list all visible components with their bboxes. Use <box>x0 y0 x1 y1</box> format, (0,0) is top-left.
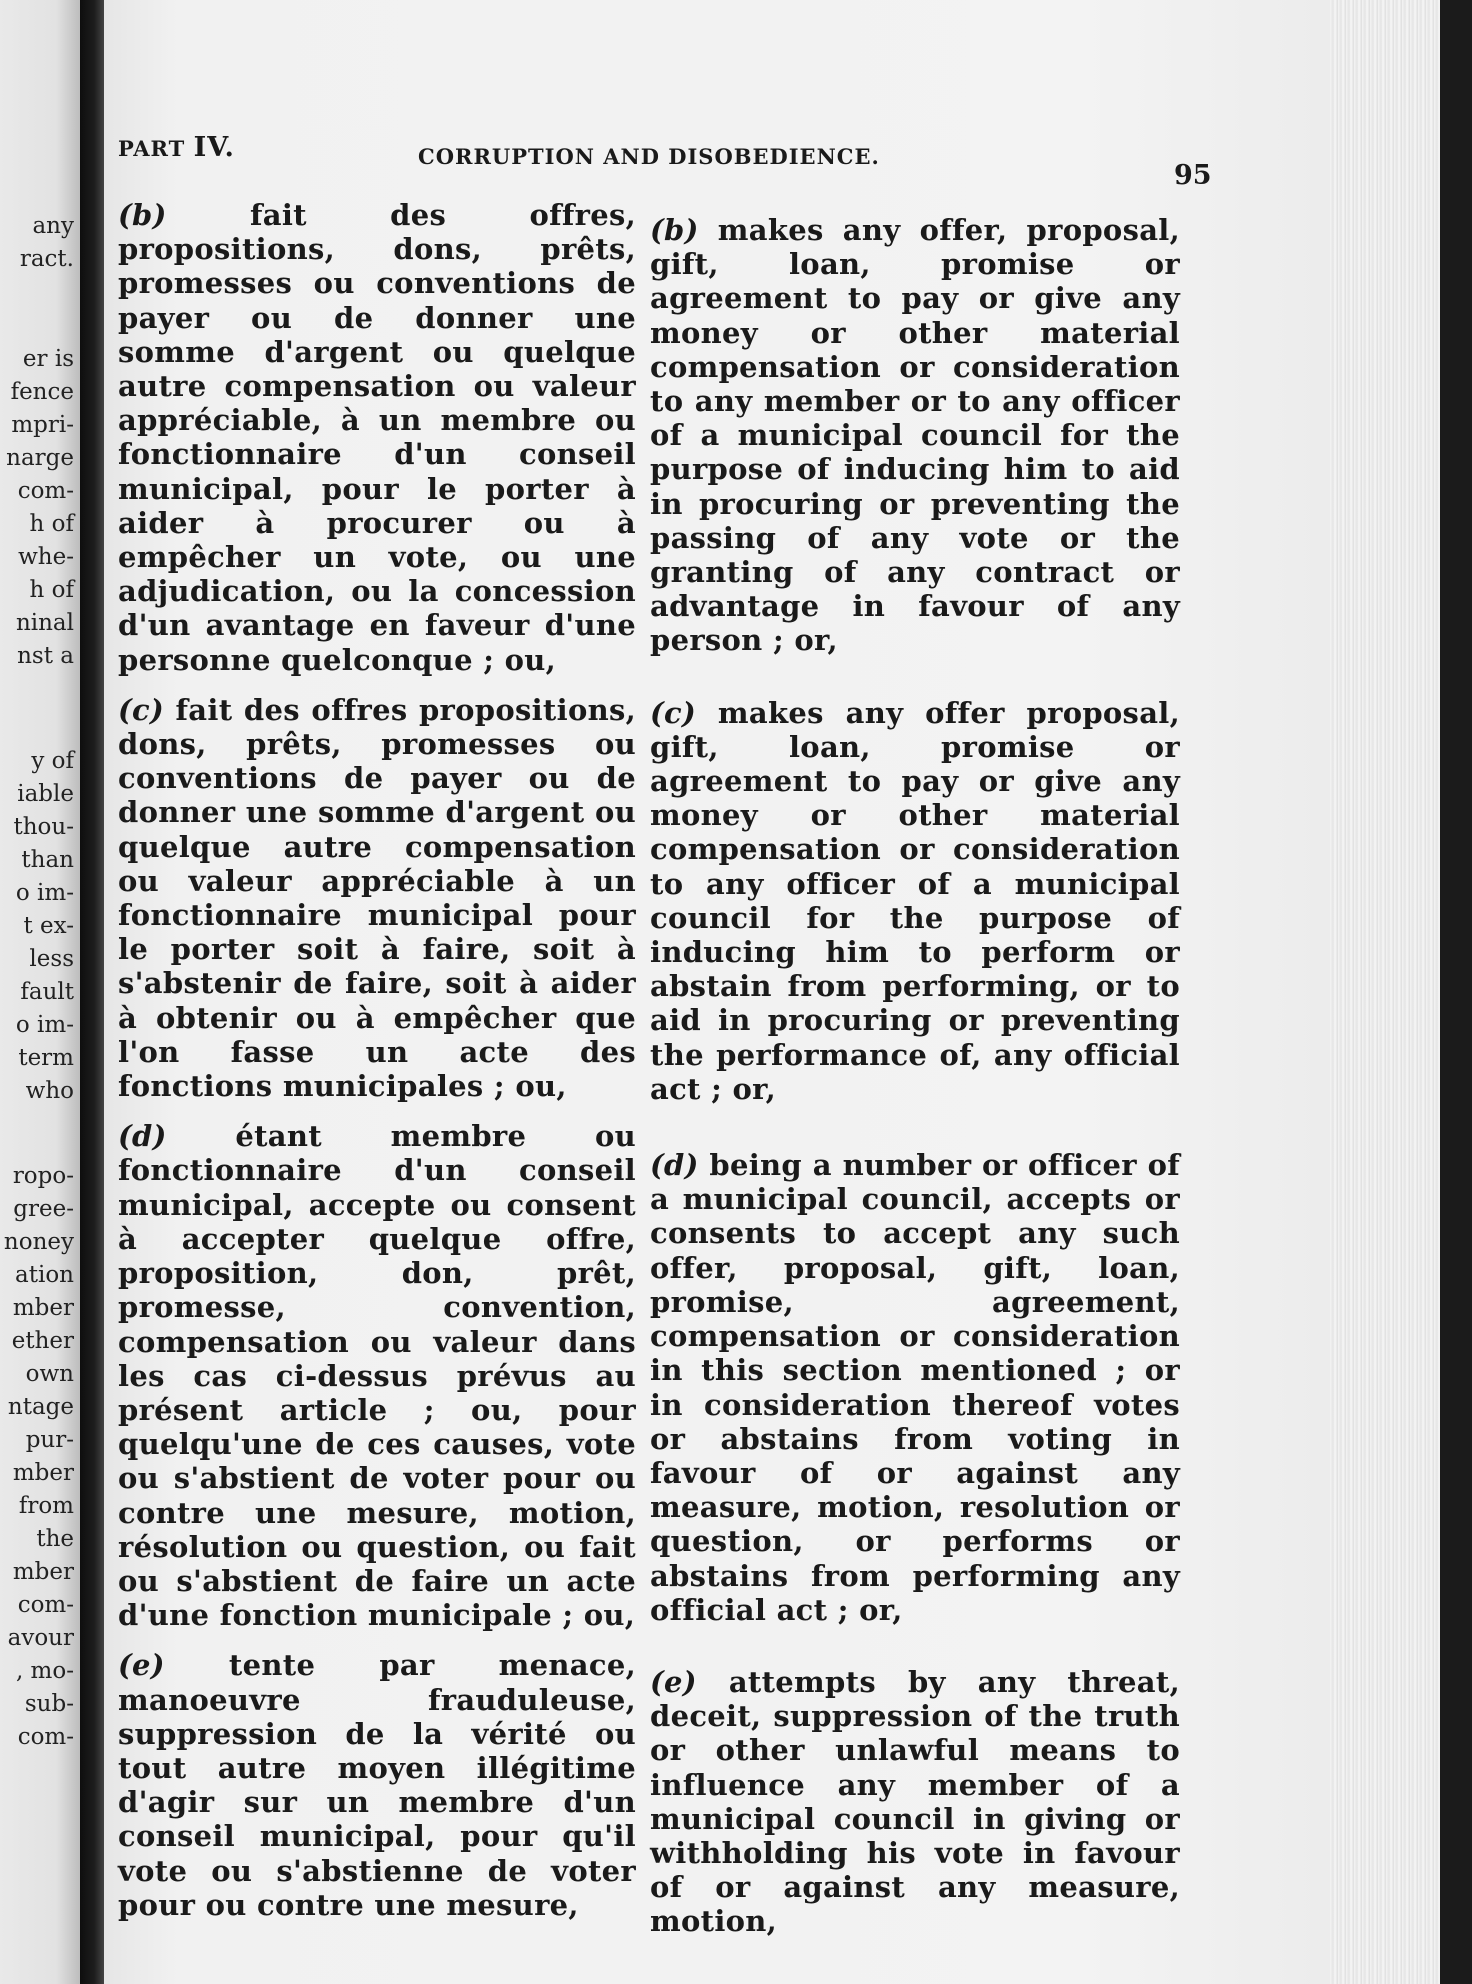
left-page-fragment: gree- <box>13 1196 74 1222</box>
left-page-fragment: from <box>18 1493 74 1519</box>
left-page-fragment: , mo- <box>15 1658 74 1684</box>
left-page-fragment: mber <box>12 1460 74 1486</box>
left-page-fragment: the <box>36 1526 74 1552</box>
clause-text: makes any offer, proposal, gift, loan, promise or agreement to pay or give any money or other material compensation or consideration to any member or to any officer of a municipal council for the purpose of inducing him to aid in procuring or preventing the passing of any vote or the granting of any contract or advantage in favour of any person ; or, <box>650 213 1180 658</box>
english-paragraph-b <box>650 213 1180 658</box>
left-page-fragment: pur- <box>25 1427 74 1453</box>
clause-label: (d) <box>118 1119 167 1154</box>
left-page-fragment: any <box>32 213 74 239</box>
clause-label: (e) <box>118 1648 165 1683</box>
french-paragraph-b <box>118 198 636 677</box>
english-paragraph-c <box>650 696 1180 1106</box>
clause-text: fait des offres, propositions, dons, prêts, promesses ou conventions de payer ou de donner une somme d'argent ou quelque autre compensation ou valeur appréciable, à un membre ou fonctionnaire d'un conseil municipal, pour le porter à aider à procurer ou à empêcher un vote, ou une adjudication, ou la concession d'un avantage en faveur d'une personne quelconque ; ou, <box>118 198 637 677</box>
left-page-fragment: fault <box>20 979 74 1005</box>
left-page-fragment: com- <box>17 1724 74 1750</box>
french-paragraph-e <box>118 1648 636 1922</box>
page-number: 95 <box>1174 160 1212 191</box>
clause-text: makes any offer proposal, gift, loan, promise or agreement to pay or give any money or other material compensation or consideration to any officer of a municipal council for the purpose of inducing him to perform or abstain from performing, or to aid in procuring or preventing the performance of, any official act ; or, <box>650 695 1180 1106</box>
clause-text: being a number or officer of a municipal council, accepts or consents to accept any such offer, proposal, gift, loan, promise, agreement, compensation or consideration in this section mentioned ; or in consideration thereof votes or abstains from voting in favour of or against any measure, motion, resolution or question, or performs or abstains from performing any official act ; or, <box>650 1148 1180 1627</box>
left-page-fragment: narge <box>6 445 74 471</box>
left-page-fragment: thou- <box>13 814 74 840</box>
part-label: PART <box>118 136 186 161</box>
clause-text: tente par menace, manoeuvre frauduleuse, suppression de la vérité ou tout autre moyen illégitime d'agir sur un membre d'un conseil municipal, pour qu'il vote ou s'abstienne de voter pour ou contre une mesure, <box>118 1648 636 1922</box>
english-paragraph-e <box>650 1665 1180 1939</box>
left-page-fragment: ether <box>11 1328 74 1354</box>
part-number: IV. <box>193 132 235 163</box>
left-page-fragment: fence <box>10 379 74 405</box>
left-page-fragment: t ex- <box>23 913 74 939</box>
left-page-fragment: own <box>25 1361 74 1387</box>
clause-text: attempts by any threat, deceit, suppression of the truth or other unlawful means to influence any member of a municipal council in giving or withholding his vote in favour of or against any measure, motion, <box>650 1664 1180 1939</box>
left-page-fragment: y of <box>31 748 74 774</box>
left-page-fragment: whe- <box>18 544 74 570</box>
english-column <box>650 213 1180 1939</box>
clause-label: (d) <box>650 1148 699 1183</box>
french-paragraph-c <box>118 693 636 1103</box>
left-page-fragment: avour <box>7 1625 74 1651</box>
clause-label: (b) <box>118 198 167 232</box>
left-page-fragment: mber <box>12 1295 74 1321</box>
left-page-fragment: o im- <box>15 880 74 906</box>
clause-label: (b) <box>650 213 699 247</box>
clause-label: (c) <box>118 692 165 727</box>
french-paragraph-d <box>118 1119 636 1632</box>
left-page-fragment: h of <box>29 577 74 603</box>
left-page-fragment: less <box>29 946 74 972</box>
right-page <box>104 0 1330 1984</box>
running-head-part <box>118 132 235 163</box>
left-page-fragment: com- <box>17 1592 74 1618</box>
left-page-edge <box>0 0 80 1984</box>
scan-background <box>1440 0 1472 1984</box>
clause-text: fait des offres propositions, dons, prêts, promesses ou conventions de payer ou de donner une somme d'argent ou quelque autre compensation ou valeur appréciable à un fonctionnaire municipal pour le porter soit à faire, soit à s'abstenir de faire, soit à aider à obtenir ou à empêcher que l'on fasse un acte des fonctions municipales ; ou, <box>118 692 636 1104</box>
left-page-fragment: ation <box>15 1262 74 1288</box>
left-page-fragment: who <box>25 1078 74 1104</box>
left-page-fragment: h of <box>29 511 74 537</box>
english-paragraph-d <box>650 1148 1180 1627</box>
clause-label: (c) <box>650 695 697 730</box>
clause-label: (e) <box>650 1664 697 1699</box>
left-page-fragment: nst a <box>17 643 74 669</box>
left-page-fragment: mber <box>12 1559 74 1585</box>
left-page-fragment: ropo- <box>12 1163 74 1189</box>
running-head-title: CORRUPTION AND DISOBEDIENCE. <box>418 144 880 169</box>
left-page-fragment: iable <box>17 781 74 807</box>
left-page-fragment: com- <box>17 478 74 504</box>
left-page-fragment: ntage <box>7 1394 74 1420</box>
french-column <box>118 198 636 1922</box>
page-stack-edges <box>1330 0 1440 1984</box>
left-page-fragment: term <box>18 1045 74 1071</box>
left-page-fragment: mpri- <box>11 412 74 438</box>
left-page-fragment: ract. <box>19 246 74 272</box>
left-page-fragment: sub- <box>24 1691 74 1717</box>
left-page-fragment: ninal <box>15 610 74 636</box>
left-page-fragment: than <box>21 847 74 873</box>
clause-text: étant membre ou fonctionnaire d'un conseil municipal, accepte ou consent à accepter quelque offre, proposition, don, prêt, promesse, convention, compensation ou valeur dans les cas ci-dessus prévus au présent article ; ou, pour quelqu'une de ces causes, vote ou s'abstient de voter pour ou contre une mesure, motion, résolution ou question, ou fait ou s'abstient de faire un acte d'une fonction municipale ; ou, <box>118 1119 636 1633</box>
left-page-fragment: er is <box>22 346 74 372</box>
left-page-fragment: o im- <box>15 1012 74 1038</box>
book-gutter <box>80 0 104 1984</box>
left-page-fragment: noney <box>3 1229 74 1255</box>
